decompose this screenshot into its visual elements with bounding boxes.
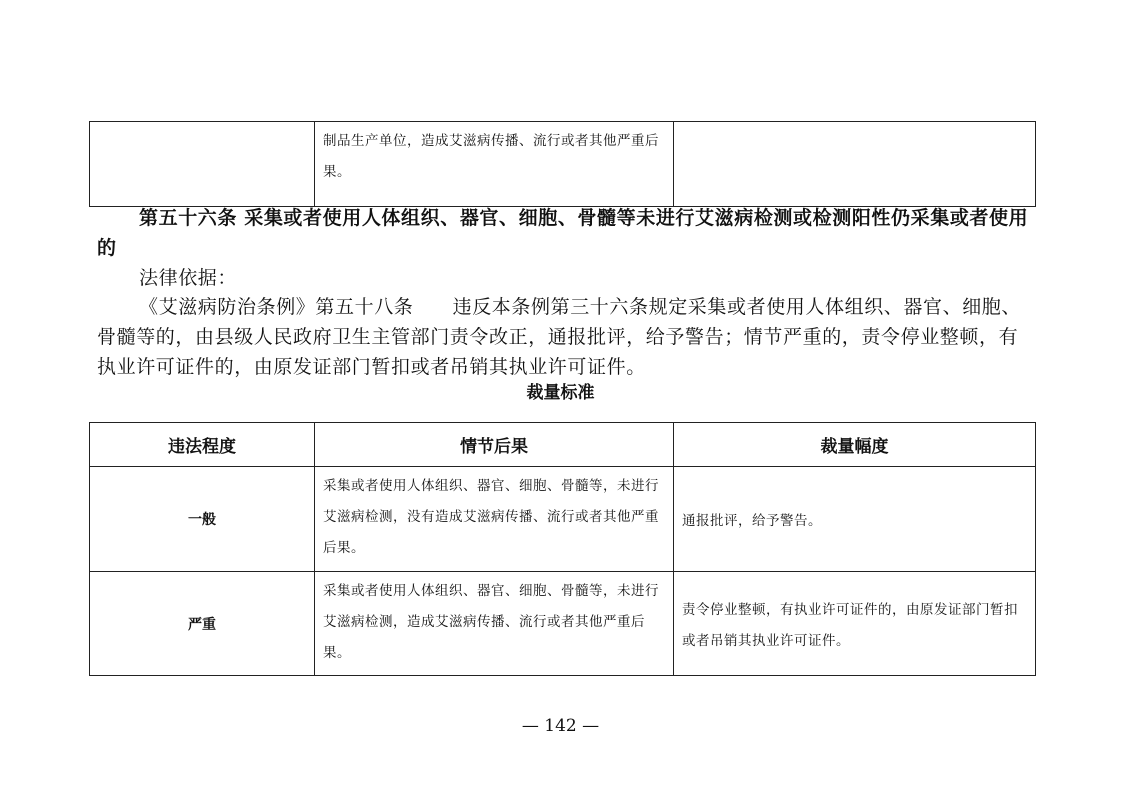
table-row <box>90 467 1036 572</box>
penalty-cell: 责令停业整顿，有执业许可证件的，由原发证部门暂扣或者吊销其执业许可证件。 <box>674 572 1036 676</box>
page-number: — 142 — <box>521 716 600 736</box>
penalty-cell <box>674 122 1036 207</box>
penalty-cell: 通报批评，给予警告。 <box>674 467 1036 572</box>
article-title: 第五十六条 采集或者使用人体组织、器官、细胞、骨髓等未进行艾滋病检测或检测阳性仍采集或者使用的 <box>97 207 1029 259</box>
continued-table <box>89 121 1036 207</box>
standard-table <box>89 422 1036 676</box>
table-row <box>90 122 1036 207</box>
degree-cell: 一般 <box>90 467 315 572</box>
standard-title: 裁量标准 <box>526 383 595 403</box>
consequence-cell: 采集或者使用人体组织、器官、细胞、骨髓等，未进行艾滋病检测，造成艾滋病传播、流行或者其他严重后果。 <box>315 572 674 676</box>
header-penalty: 裁量幅度 <box>674 423 1036 467</box>
legal-basis-label: 法律依据： <box>139 267 238 289</box>
table-header-row <box>90 423 1036 467</box>
consequence-cell: 制品生产单位，造成艾滋病传播、流行或者其他严重后果。 <box>315 122 674 207</box>
header-consequence: 情节后果 <box>315 423 674 467</box>
table-row <box>90 572 1036 676</box>
consequence-cell: 采集或者使用人体组织、器官、细胞、骨髓等，未进行艾滋病检测，没有造成艾滋病传播、流行或者其他严重后果。 <box>315 467 674 572</box>
degree-cell <box>90 122 315 207</box>
degree-cell: 严重 <box>90 572 315 676</box>
legal-basis-text: 《艾滋病防治条例》第五十八条 违反本条例第三十六条规定采集或者使用人体组织、器官、细胞、骨髓等的，由县级人民政府卫生主管部门责令改正，通报批评，给予警告；情节严重的，责令停业整顿，有执业许可证件的，由原发证部门暂扣或者吊销其执业许可证件。 <box>97 296 1022 378</box>
header-degree: 违法程度 <box>90 423 315 467</box>
